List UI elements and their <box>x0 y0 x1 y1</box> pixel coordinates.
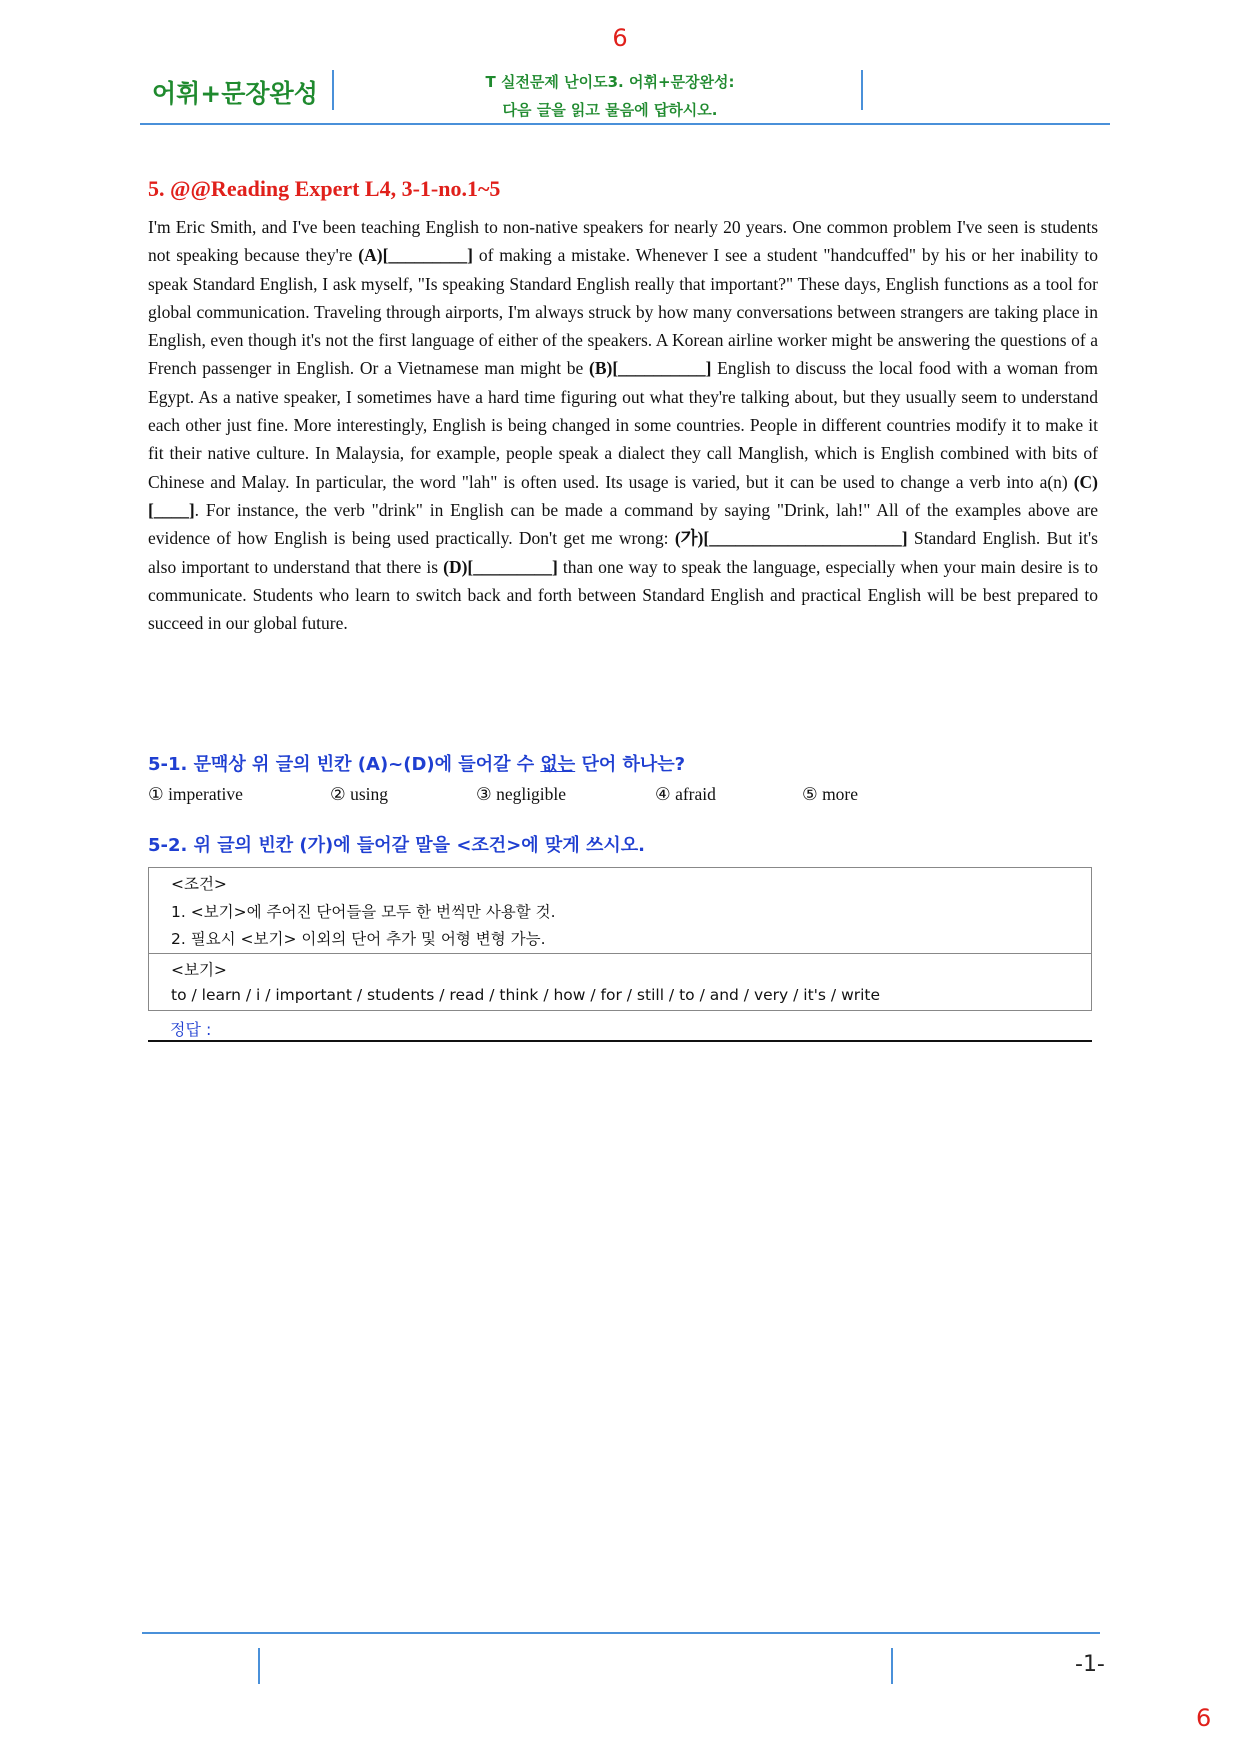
passage-text-4: . For instance, the verb "drink" in English can be made a command by saying "Drink, lah!" All of the examples above are evidence of how English is being used practically. Don't get me wrong: <box>148 499 1098 549</box>
passage-text-5: Standard English. But it's also important to understand that there is <box>148 528 1098 577</box>
subquestion-1-prefix: 5-1. 문맥상 위 글의 빈칸 (A)~(D)에 들어갈 수 <box>148 754 541 775</box>
choice-4[interactable]: ④ afraid <box>655 784 716 804</box>
choice-1[interactable]: ① imperative <box>148 784 243 804</box>
header-instructions <box>400 68 820 124</box>
footer-divider-left <box>258 1648 260 1684</box>
footer-divider-right <box>891 1648 893 1684</box>
answer-label: 정답 : <box>170 1020 212 1039</box>
question-title: 5. @@Reading Expert L4, 3-1-no.1~5 <box>148 176 501 201</box>
passage-text-2: of making a mistake. Whenever I see a student "handcuffed" by his or her inability to speak Standard English, I ask myself, "Is speaking Standard English really that important?" These days, English functions as a tool for global communication. Traveling through airports, I'm always struck by how many conversations between strangers are taking place in English, even though it's not the first language of either of the speakers. A Korean airline worker might be answering the questions of a French passenger in English. Or a Vietnamese man might be <box>148 245 1099 379</box>
passage-text-3: English to discuss the local food with a woman from Egypt. As a native speaker, I sometimes have a hard time figuring out what they're talking about, but they usually seem to understand each other just fine. More interestingly, English is being changed in some countries. People in different countries modify it to make it fit their native culture. In Malaysia, for example, people speak a dialect they call Manglish, which is English combined with bits of Chinese and Malay. In particular, the word "lah" is often used. Its usage is varied, but it can be used to change a verb into a(n) <box>148 358 1098 492</box>
subquestion-1-underlined: 없는 <box>540 754 576 775</box>
page-number-bottom: 6 <box>1196 1704 1212 1732</box>
header-instruction-line1: T 실전문제 난이도3. 어휘+문장완성: <box>485 73 735 91</box>
answer-line[interactable] <box>148 1040 1092 1042</box>
blank-d: (D)[_________] <box>443 556 558 577</box>
blank-c: (C)[____] <box>148 471 1098 520</box>
footer-page-label: -1- <box>1075 1652 1105 1677</box>
header-rule <box>140 123 1110 125</box>
subquestion-2-title: 5-2. 위 글의 빈칸 (가)에 들어갈 말을 <조건>에 맞게 쓰시오. <box>148 835 645 856</box>
page-header <box>140 66 1110 124</box>
blank-b: (B)[__________] <box>589 358 712 379</box>
choice-5[interactable]: ⑤ more <box>802 784 859 804</box>
bogi-header: <보기> <box>171 961 227 979</box>
bogi-words: to / learn / i / important / students / read / think / how / for / still / to / and / very / it's / write <box>171 986 881 1004</box>
subquestion-1-title <box>148 750 685 776</box>
condition-1: 1. <보기>에 주어진 단어들을 모두 한 번씩만 사용할 것. <box>171 903 556 921</box>
reading-passage <box>148 213 1098 637</box>
choice-2[interactable]: ② using <box>330 784 388 804</box>
header-title: 어휘+문장완성 <box>152 79 318 108</box>
subquestion-1-suffix: 단어 하나는? <box>575 754 686 775</box>
passage-text-1: I'm Eric Smith, and I've been teaching English to non-native speakers for nearly 20 years. One common problem I've seen is students not speaking because they're <box>148 217 1098 266</box>
passage-text-6: than one way to speak the language, especially when your main desire is to communicate. Students who learn to switch back and forth between Standard English and practical English will be best prepared to succeed in our global future. <box>148 556 1098 634</box>
header-instruction-line2: 다음 글을 읽고 물음에 답하시오. <box>502 101 718 119</box>
choice-3[interactable]: ③ negligible <box>476 784 567 804</box>
blank-ga: (가)[______________________] <box>674 528 908 549</box>
header-divider-left <box>332 70 334 110</box>
bogi-box <box>148 953 1092 1011</box>
header-divider-right <box>861 70 863 110</box>
blank-a: (A)[_________] <box>358 245 473 266</box>
footer-rule <box>142 1632 1100 1634</box>
page-number-top: 6 <box>612 24 628 52</box>
condition-header: <조건> <box>171 875 227 893</box>
condition-2: 2. 필요시 <보기> 이외의 단어 추가 및 어형 변형 가능. <box>171 930 546 948</box>
condition-box <box>148 867 1092 954</box>
